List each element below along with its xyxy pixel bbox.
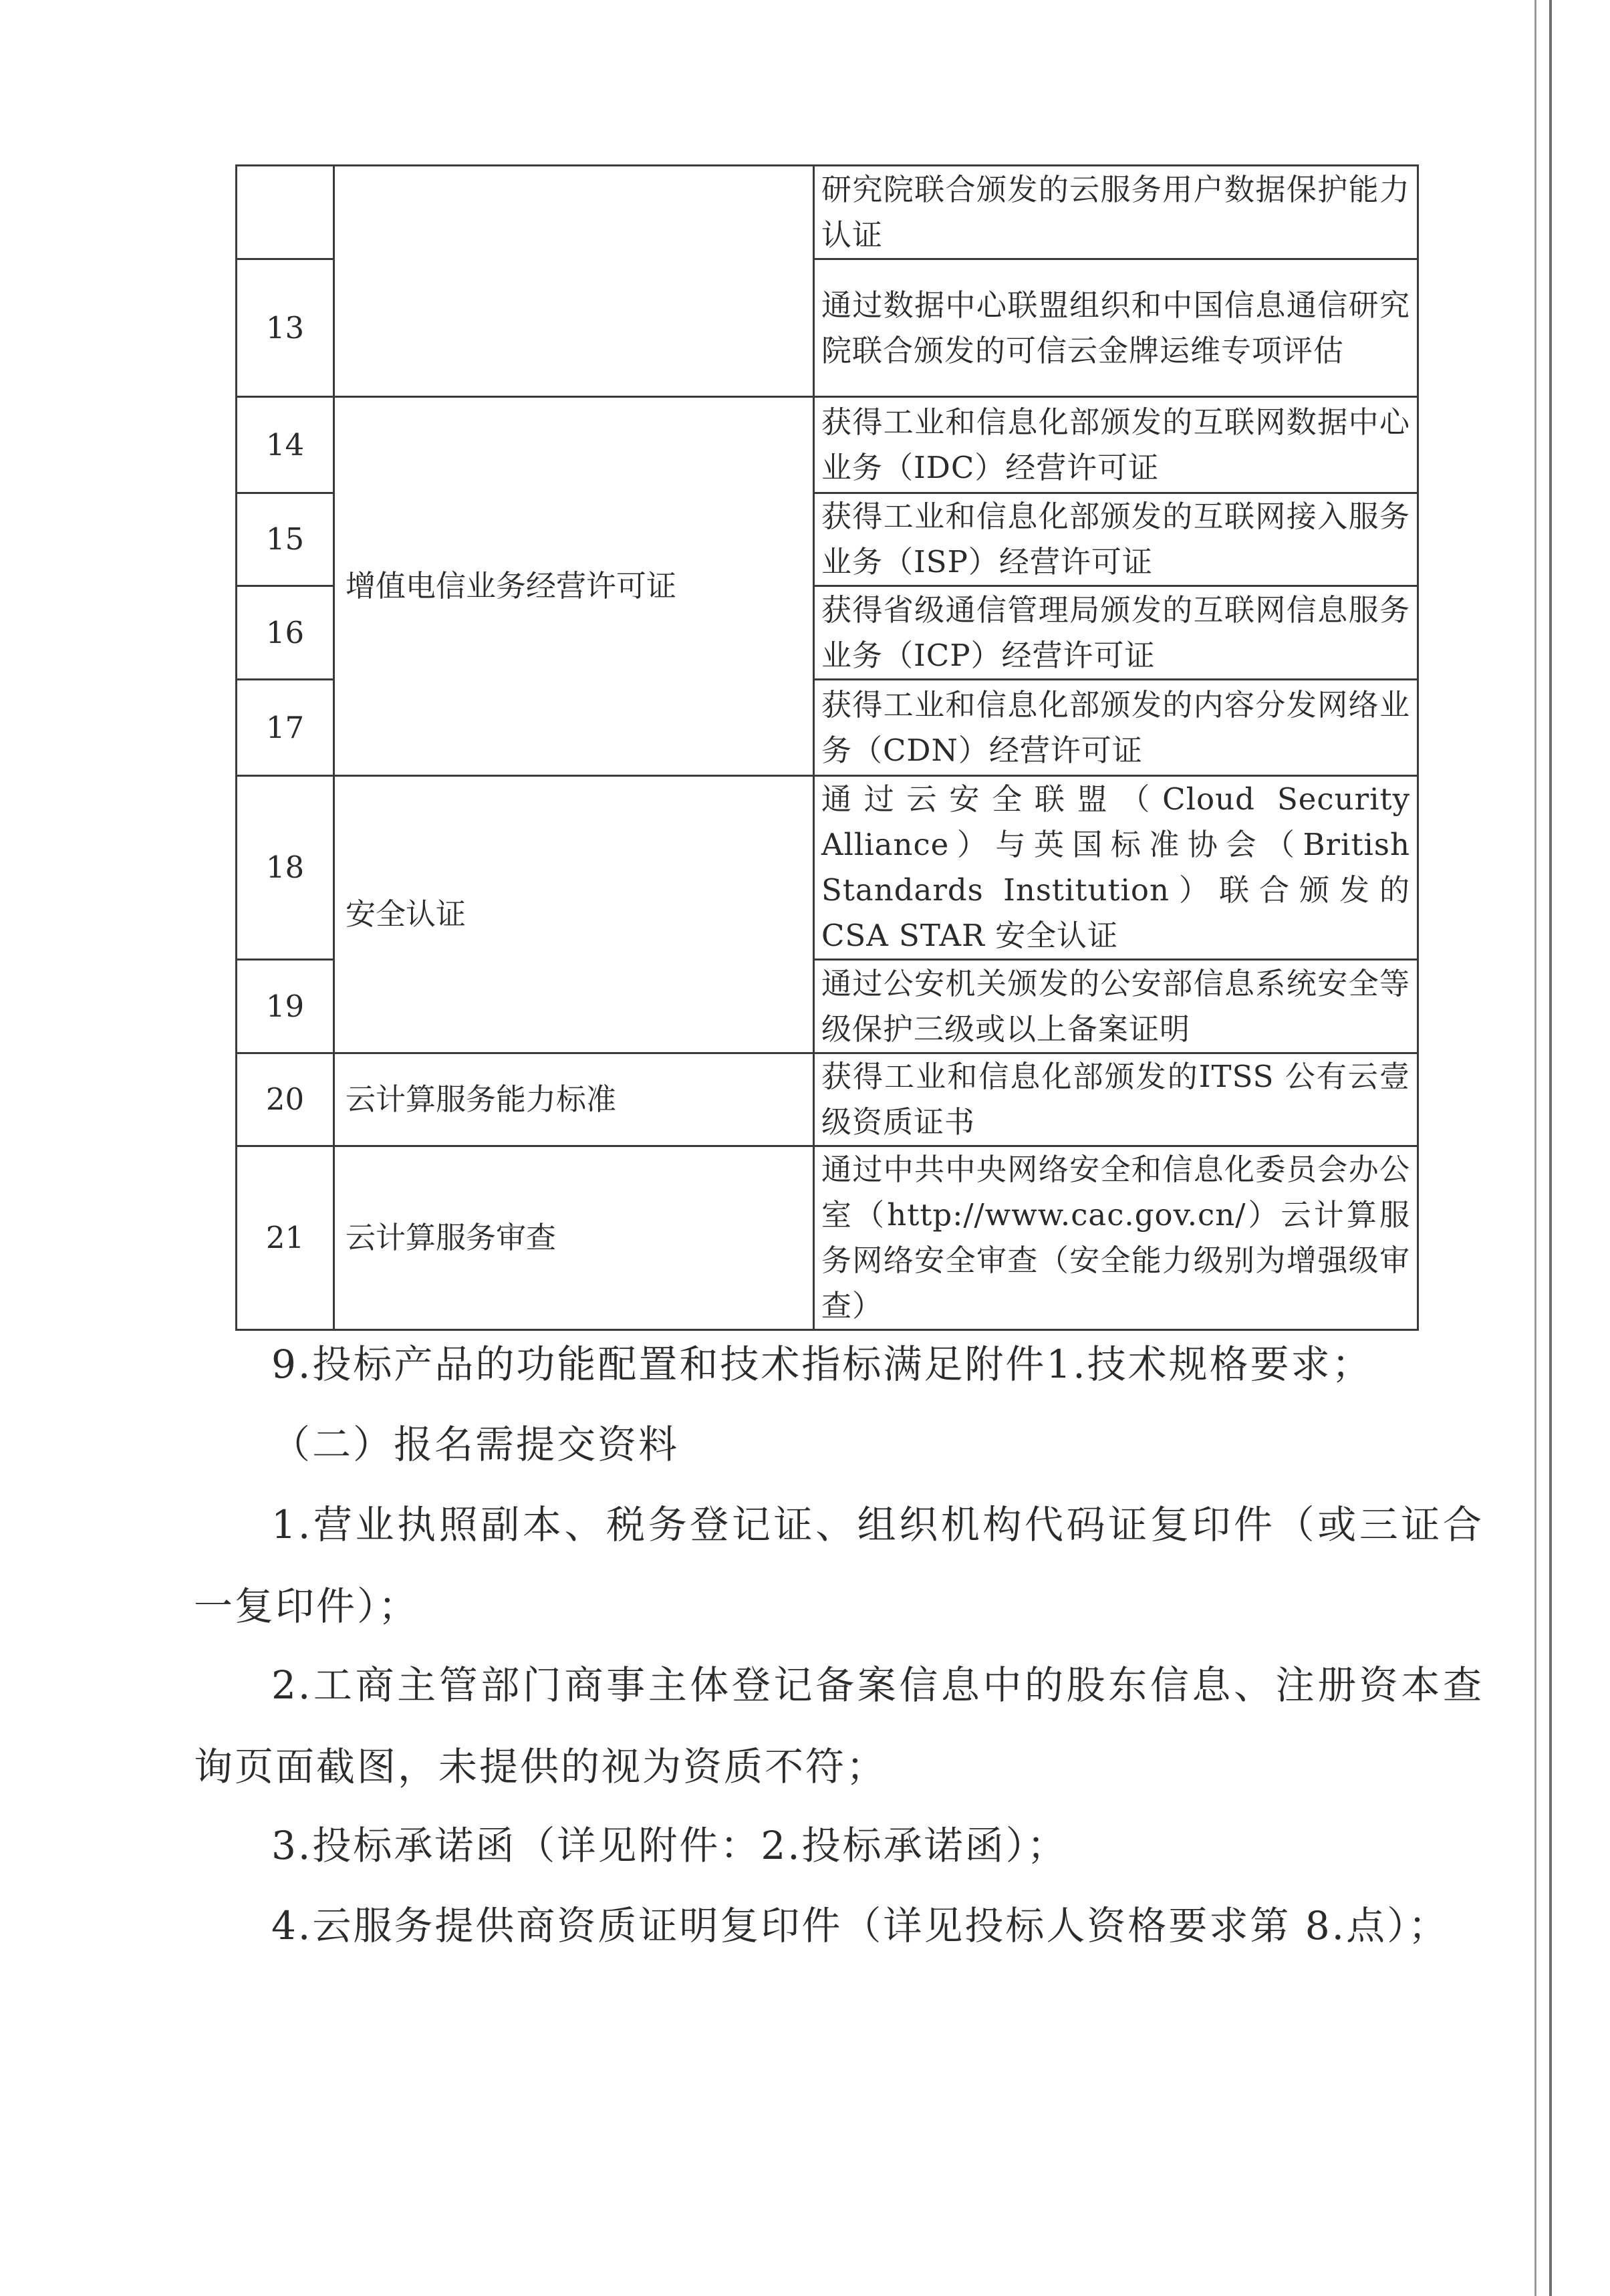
category-capability-standard: 云计算服务能力标准 <box>334 1053 814 1146</box>
table-row <box>237 397 1418 493</box>
requirement-cell: 获得工业和信息化部颁发的内容分发网络业务（CDN）经营许可证 <box>814 680 1418 776</box>
table-row <box>237 776 1418 960</box>
row-number: 16 <box>237 586 334 680</box>
category-service-review: 云计算服务审查 <box>334 1146 814 1330</box>
row-number: 19 <box>237 960 334 1053</box>
row-number <box>237 166 334 259</box>
category-security-cert: 安全认证 <box>334 776 814 1053</box>
requirement-cell: 通过公安机关颁发的公安部信息系统安全等级保护三级或以上备案证明 <box>814 960 1418 1053</box>
row-number: 14 <box>237 397 334 493</box>
row-number: 15 <box>237 493 334 586</box>
requirement-cell: 研究院联合颁发的云服务用户数据保护能力认证 <box>814 166 1418 259</box>
category-cell <box>334 166 814 397</box>
row-number: 20 <box>237 1053 334 1146</box>
requirement-cell: 通过数据中心联盟组织和中国信息通信研究院联合颁发的可信云金牌运维专项评估 <box>814 259 1418 397</box>
requirement-cell: 通过云安全联盟（Cloud Security Alliance）与英国标准协会（British Standards Institution）联合颁发的CSA STAR 安全认证 <box>814 776 1418 960</box>
page-edge-line <box>1534 0 1536 2296</box>
page-edge-line <box>1549 0 1552 2296</box>
table-row <box>237 166 1418 259</box>
list-item: 2.工商主管部门商事主体登记备案信息中的股东信息、注册资本查询页面截图，未提供的视为资质不符； <box>194 1662 1484 1789</box>
table-row <box>237 1053 1418 1146</box>
row-number: 21 <box>237 1146 334 1330</box>
table-row <box>237 1146 1418 1330</box>
requirement-cell: 获得工业和信息化部颁发的互联网接入服务业务（ISP）经营许可证 <box>814 493 1418 586</box>
list-item: 4.云服务提供商资质证明复印件（详见投标人资格要求第 8.点）； <box>271 1903 1450 1948</box>
row-number: 18 <box>237 776 334 960</box>
requirement-cell: 通过中共中央网络安全和信息化委员会办公室（http://www.cac.gov.cn/）云计算服务网络安全审查（安全能力级别为增强级审查） <box>814 1146 1418 1330</box>
paragraph-item-9: 9.投标产品的功能配置和技术指标满足附件1.技术规格要求； <box>271 1342 1373 1387</box>
requirement-cell: 获得省级通信管理局颁发的互联网信息服务业务（ICP）经营许可证 <box>814 586 1418 680</box>
row-number: 13 <box>237 259 334 397</box>
list-item: 1.营业执照副本、税务登记证、组织机构代码证复印件（或三证合一复印件）； <box>194 1502 1484 1629</box>
requirement-cell: 获得工业和信息化部颁发的互联网数据中心业务（IDC）经营许可证 <box>814 397 1418 493</box>
list-item: 3.投标承诺函（详见附件：2.投标承诺函）； <box>271 1823 1068 1868</box>
qualification-table <box>235 164 1419 1331</box>
requirement-cell: 获得工业和信息化部颁发的ITSS 公有云壹级资质证书 <box>814 1053 1418 1146</box>
category-telecom-license: 增值电信业务经营许可证 <box>334 397 814 776</box>
section-heading: （二）报名需提交资料 <box>271 1422 680 1467</box>
row-number: 17 <box>237 680 334 776</box>
